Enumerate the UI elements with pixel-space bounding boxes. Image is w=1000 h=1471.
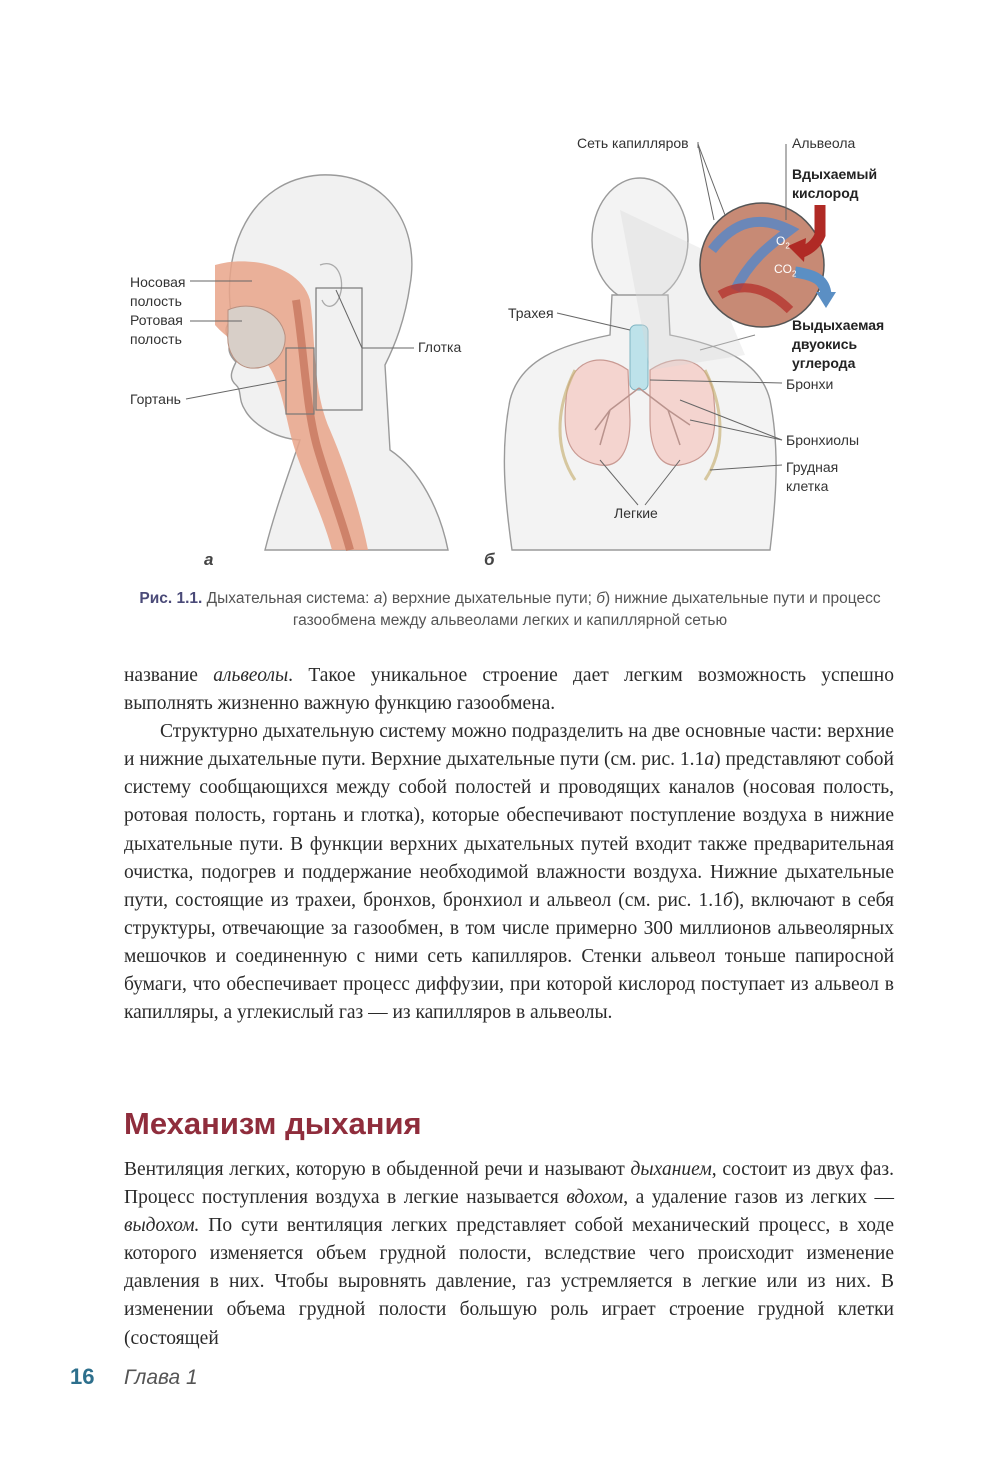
label-chest-2: клетка bbox=[786, 478, 829, 494]
label-exhaled-1: Выдыхаемая bbox=[792, 317, 885, 333]
body-text-upper bbox=[124, 662, 894, 1027]
label-exhaled-2: двуокись bbox=[792, 336, 858, 352]
label-trachea: Трахея bbox=[508, 305, 554, 321]
caption-figure-number: Рис. 1.1. bbox=[139, 590, 203, 607]
figure-1-1 bbox=[0, 120, 1000, 580]
label-inhaled-2: кислород bbox=[792, 185, 859, 201]
paragraph-alveoli: название альвеолы. Такое уникальное строение дает легким возможность успешно выполнять жизненно важную функцию газообмена. bbox=[124, 665, 894, 715]
label-capillaries: Сеть капилляров bbox=[577, 135, 689, 151]
body-text-lower bbox=[124, 1156, 894, 1353]
figure-caption: Рис. 1.1. Дыхательная система: а) верхние дыхательные пути; б) нижние дыхательные пути и процесс газообмена между альвеолами легких и капиллярной сетью bbox=[139, 590, 881, 629]
label-oral-1: Ротовая bbox=[130, 312, 183, 328]
panel-letter-a: а bbox=[204, 550, 214, 569]
paragraph-structure: Структурно дыхательную систему можно подразделить на две основные части: верхние и нижние дыхательные пути. Верхние дыхательные пути (см. рис. 1.1а) представляют собой систему сообщающихся между собой полостей и проводящих каналов (носовая полость, ротовая полость, гортань и глотка), которые обеспечивают поступление воздуха в нижние дыхательные пути. В функции верхних дыхательных путей входит также предварительная очистка, подогрев и поддержание необходимой влажности воздуха. Нижние дыхательные пути, состоящие из трахеи, бронхов, бронхиол и альвеол (см. рис. 1.1б), включают в себя структуры, отвечающие за газообмен, в том числе примерно 300 миллионов альвеолярных мешочков и соединенную с ними сеть капилляров. Стенки альвеол тоньше папиросной бумаги, что обеспечивает процесс диффузии, при которой кислород поступает из альвеол в капилляры, а углекислый газ — из капилляров в альвеолы. bbox=[124, 721, 895, 1024]
label-nasal-1: Носовая bbox=[130, 274, 186, 290]
label-alveola: Альвеола bbox=[792, 135, 856, 151]
label-bronchi: Бронхи bbox=[786, 376, 834, 392]
section-heading: Механизм дыхания bbox=[124, 1106, 422, 1141]
label-larynx: Гортань bbox=[130, 391, 181, 407]
chapter-title: Глава 1 bbox=[124, 1366, 198, 1389]
label-exhaled-3: углерода bbox=[792, 355, 856, 371]
label-pharynx: Глотка bbox=[418, 339, 462, 355]
label-co2: $CO_2$ bbox=[774, 262, 797, 279]
label-oral-2: полость bbox=[130, 331, 182, 347]
label-chest-1: Грудная bbox=[786, 459, 839, 475]
label-inhaled-1: Вдыхаемый bbox=[792, 166, 878, 182]
label-lungs: Легкие bbox=[614, 505, 658, 521]
head-profile-illustration bbox=[186, 175, 448, 550]
panel-letter-b: б bbox=[484, 550, 495, 569]
paragraph-ventilation: Вентиляция легких, которую в обыденной речи и называют дыханием, состоит из двух фаз. Процесс поступления воздуха в легкие называется вдохом, а удаление газов из легких — выдохом. По сути вентиляция легких представляет собой механический процесс, в ходе которого изменяется объем грудной полости, вследствие чего происходит изменение давления в них. Чтобы выровнять давление, газ устремляется в легкие или из них. В изменении объема грудной полости большую роль играет строение грудной клетки (состоящей bbox=[124, 1159, 894, 1349]
page-number: 16 bbox=[70, 1364, 95, 1389]
label-nasal-2: полость bbox=[130, 293, 182, 309]
label-o2: $O_2$ bbox=[776, 234, 790, 251]
label-bronchioles: Бронхиолы bbox=[786, 432, 860, 448]
